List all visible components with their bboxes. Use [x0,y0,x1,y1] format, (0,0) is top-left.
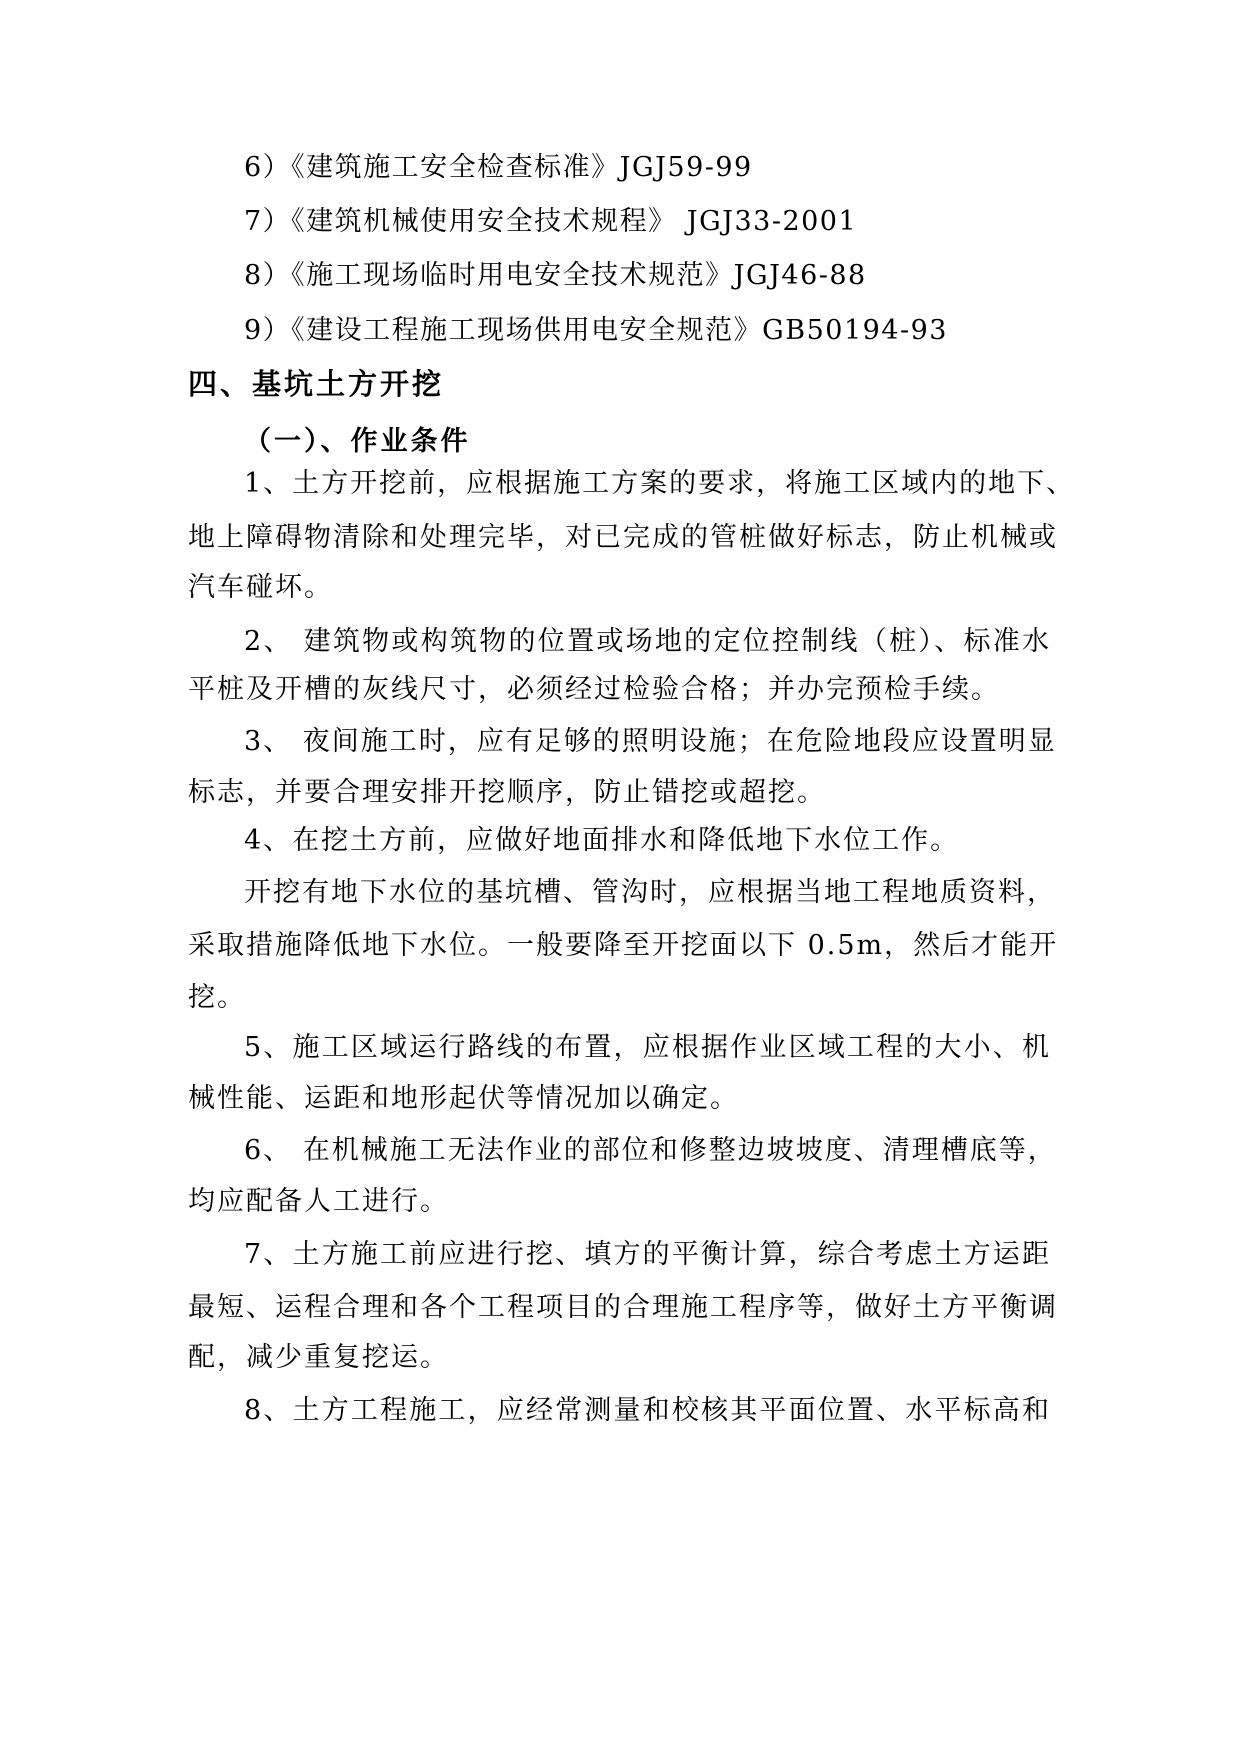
paragraph-line: 3、 夜间施工时，应有足够的照明设施；在危险地段应设置明显 [244,726,1057,757]
paragraph-line: 8、土方工程施工，应经常测量和校核其平面位置、水平标高和 [244,1395,1051,1426]
paragraph-line: 最短、运程合理和各个工程项目的合理施工程序等，做好土方平衡调 [188,1292,1058,1323]
paragraph-line: 均应配备人工进行。 [188,1186,449,1217]
subsection-heading: （一）、作业条件 [244,426,471,457]
paragraph-line: 配，减少重复挖运。 [188,1342,449,1373]
paragraph-line: 挖。 [188,982,246,1013]
section-heading: 四、基坑土方开挖 [188,367,445,401]
paragraph-line: 6、 在机械施工无法作业的部位和修整边坡坡度、清理槽底等， [244,1135,1057,1166]
paragraph-line: 械性能、运距和地形起伏等情况加以确定。 [188,1083,739,1114]
reference-item: 7）《建筑机械使用安全技术规程》 JGJ33-2001 [244,206,858,237]
paragraph-line: 5、施工区域运行路线的布置，应根据作业区域工程的大小、机 [244,1032,1051,1063]
paragraph-line: 开挖有地下水位的基坑槽、管沟时，应根据当地工程地质资料， [244,877,1056,908]
paragraph-line: 2、 建筑物或构筑物的位置或场地的定位控制线（桩）、标准水 [244,626,1051,657]
paragraph-line: 平桩及开槽的灰线尺寸，必须经过检验合格；并办完预检手续。 [188,674,1000,705]
paragraph-line: 7、土方施工前应进行挖、填方的平衡计算，综合考虑土方运距 [244,1239,1051,1270]
reference-item: 6）《建筑施工安全检查标准》JGJ59-99 [244,152,753,183]
paragraph-line: 4、在挖土方前，应做好地面排水和降低地下水位工作。 [244,825,960,856]
paragraph-line: 采取措施降低地下水位。一般要降至开挖面以下 0.5m，然后才能开 [188,930,1059,961]
paragraph-line: 汽车碰坏。 [188,572,333,603]
reference-item: 8）《施工现场临时用电安全技术规范》JGJ46-88 [244,260,867,291]
paragraph-line: 地上障碍物清除和处理完毕，对已完成的管桩做好标志，防止机械或 [188,522,1058,553]
paragraph-line: 1、土方开挖前，应根据施工方案的要求，将施工区域内的地下、 [244,468,1076,499]
reference-item: 9）《建设工程施工现场供用电安全规范》GB50194-93 [244,315,948,346]
paragraph-line: 标志，并要合理安排开挖顺序，防止错挖或超挖。 [188,777,826,808]
